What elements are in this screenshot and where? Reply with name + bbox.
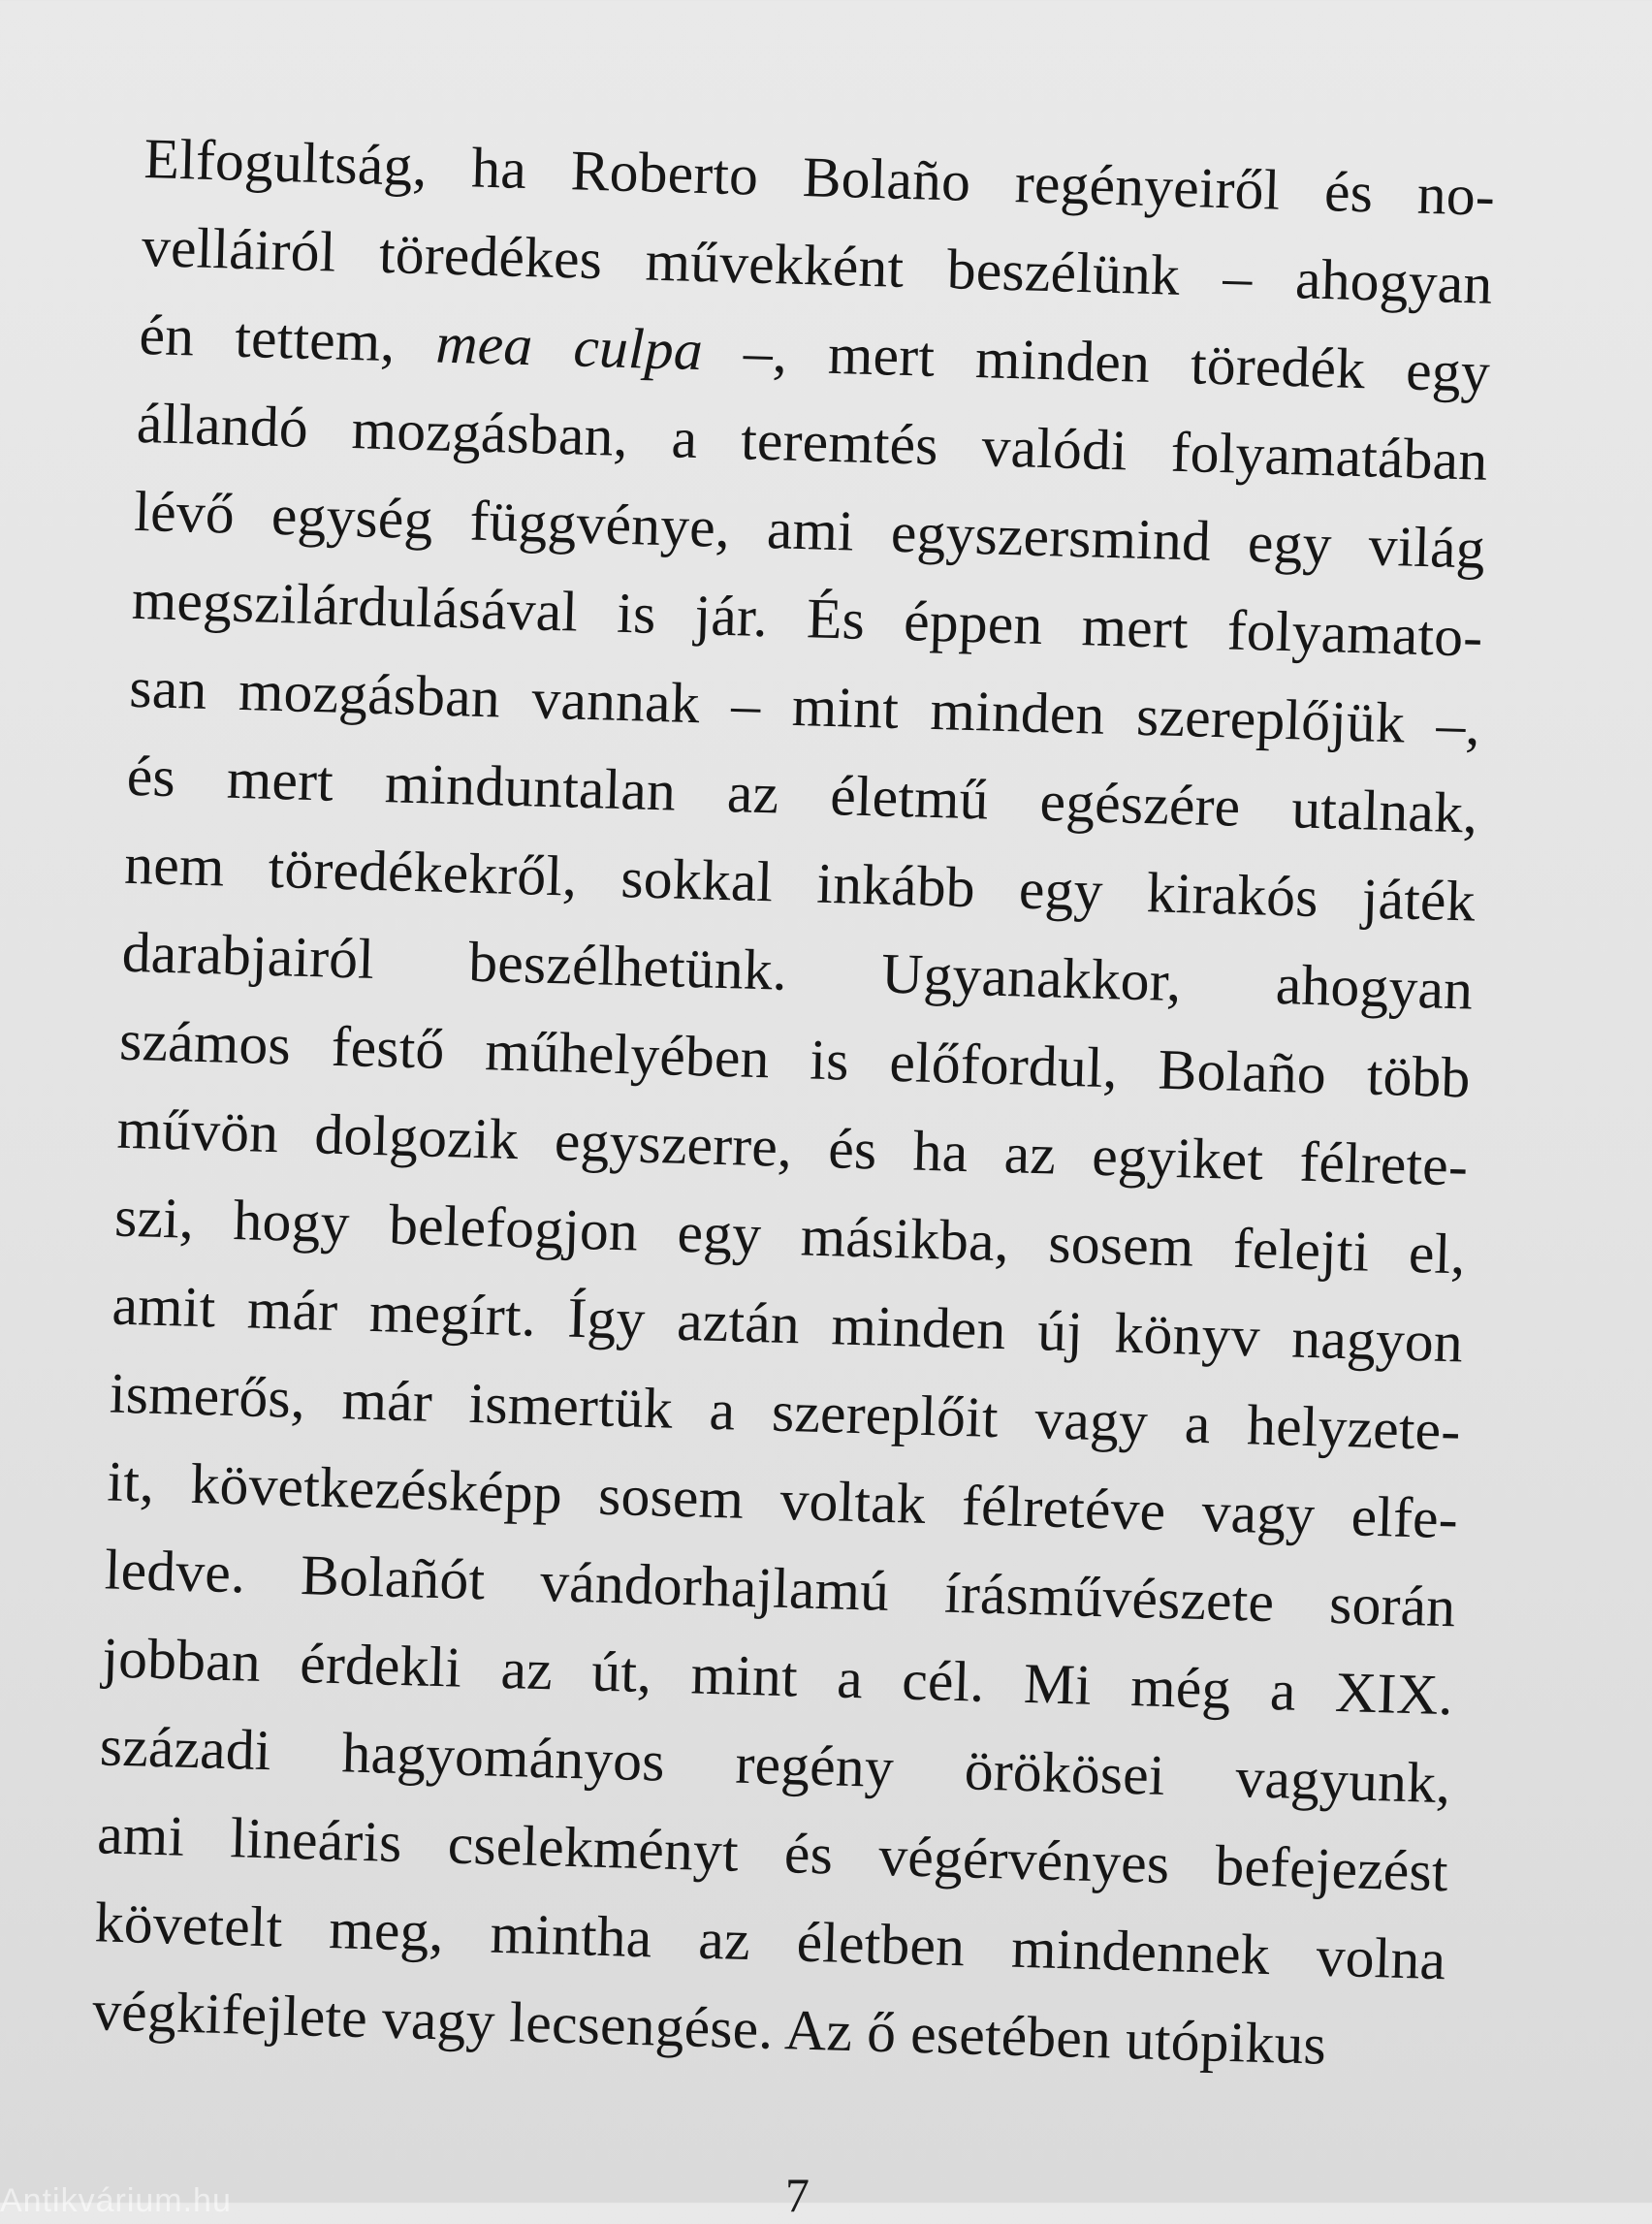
body-paragraph	[91, 114, 1496, 2092]
page-number: 7	[785, 2168, 810, 2222]
text-line: darabjairól beszélhetünk. Ugyanakkor, ahogyan	[120, 919, 1475, 1022]
text-line: számos festő műhelyében is előfordul, Bolaño több	[118, 1007, 1472, 1110]
text-line: san mozgásban vannak – mint minden szereplőjük –,	[128, 654, 1481, 757]
text-line: ledve. Bolañót vándorhajlamú írásművészete során	[104, 1537, 1457, 1639]
text-line: lévő egység függvénye, ami egyszersmind egy világ	[133, 478, 1486, 581]
text-line: szi, hogy belefogjon egy másikba, sosem felejti el,	[113, 1184, 1467, 1287]
text-line: it, következésképp sosem voltak félretéve vagy elfe-	[106, 1448, 1459, 1551]
text-line: jobban érdekli az út, mint a cél. Mi még a XIX.	[101, 1625, 1454, 1728]
text-line: századi hagyományos regény örökösei vagyunk,	[99, 1713, 1452, 1816]
text-segment: –, mert minden töredék egy	[702, 318, 1491, 404]
watermark: Antikvárium.hu	[0, 2182, 232, 2219]
text-line: megszilárdulásával is jár. És éppen mert folyamato-	[131, 566, 1484, 669]
text-line: velláiról töredékes művekként beszélünk – ahogyan	[141, 213, 1494, 316]
italic-phrase: mea culpa	[434, 310, 704, 383]
text-line: és mert minduntalan az életmű egészére utalnak,	[126, 743, 1479, 845]
text-line: végkifejlete vagy lecsengése. Az ő esetében utópikus	[91, 1978, 1327, 2077]
text-line: ismerős, már ismertük a szereplőit vagy a helyzete-	[109, 1360, 1462, 1463]
text-line: állandó mozgásban, a teremtés valódi folyamatában	[136, 390, 1489, 492]
text-line: ami lineáris cselekményt és végérvényes befejezést	[96, 1801, 1449, 1904]
text-line: nem töredékekről, sokkal inkább egy kirakós játék	[123, 831, 1477, 934]
text-line: követelt meg, mintha az életben mindennek volna	[94, 1890, 1447, 1992]
text-segment: én tettem,	[138, 302, 437, 375]
text-line: Elfogultság, ha Roberto Bolaño regényeiről és no-	[143, 125, 1496, 228]
text-line: művön dolgozik egyszerre, és ha az egyiket félrete-	[115, 1096, 1469, 1198]
text-line: amit már megírt. Így aztán minden új könyv nagyon	[111, 1272, 1464, 1375]
